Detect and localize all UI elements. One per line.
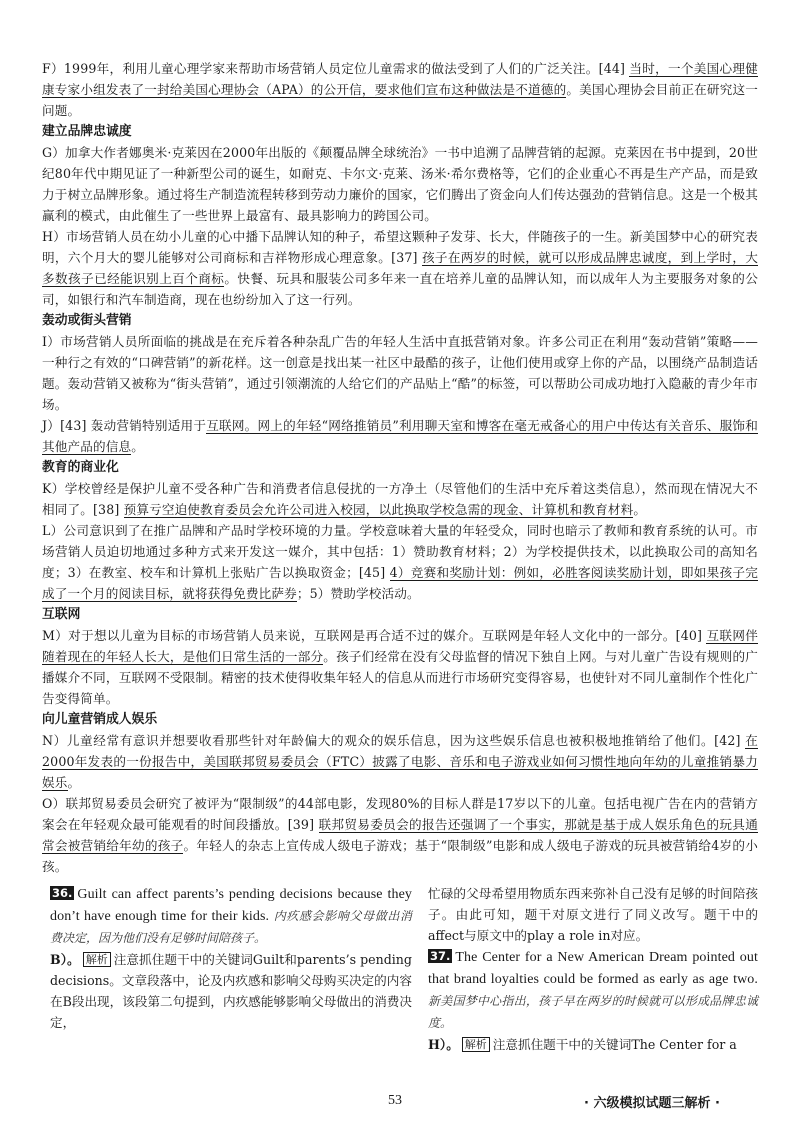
paragraph-f: F）1999年，利用儿童心理学家来帮助市场营销人员定位儿童需求的做法受到了人们的广泛关注。[44] 当时，一个美国心理健康专家小组发表了一封给美国心理协会（APA）的公开信，要求他们宣布这种做法是不道德的。美国心理协会目前正在研究这一问题。: [42, 61, 759, 118]
footer-title: · 六级模拟试题三解析 ·: [584, 1096, 720, 1111]
question-37: [428, 946, 758, 1034]
paragraph-j: J）[43] 轰动营销特别适用于互联网。网上的年轻“网络推销员”利用聊天室和博客在毫无戒备心的用户中传达有关音乐、服饰和其他产品的信息。: [42, 418, 758, 454]
question-number-badge: 37.: [430, 949, 451, 963]
question-number-badge: 36.: [52, 886, 73, 900]
paragraph-n: N）儿童经常有意识并想要收看那些针对年龄偏大的观众的娱乐信息，因为这些娱乐信息也被积极地推销给了他们。[42] 在2000年发表的一份报告中，美国联邦贸易委员会（FTC）披露了电影、音乐和电子游戏业如何习惯性地向年幼的儿童推销暴力娱乐。: [42, 733, 758, 790]
answer-column-right: [428, 883, 758, 1055]
analysis-36-continued: 忙碌的父母希望用物质东西来弥补自己没有足够的时间陪孩子。由此可知，题干对原文进行了同义改写。题干中的affect与原文中的play a role in对应。: [428, 886, 758, 943]
underlined-text: 孩子在两岁的时候，就可以形成品牌忠诚度，到上学时，大多数孩子已经能识别上百个商标: [42, 250, 758, 286]
section-heading: 教育的商业化: [42, 460, 119, 475]
underlined-text: 4）竞赛和奖励计划：例如，必胜客阅读奖励计划，即如果孩子完成了一个月的阅读目标，就将获得免费比萨券: [42, 565, 758, 601]
question-36: [50, 883, 412, 949]
paragraph-l: L）公司意识到了在推广品牌和产品时学校环境的力量。学校意味着大量的年轻受众，同时也暗示了教师和教育系统的认可。市场营销人员迫切地通过多种方式来开发这一媒介，其中包括：1）赞助教育材料；2）为学校提供技术，以此换取公司的高知名度；3）在教室、校车和计算机上张贴广告以换取资金；[45] 4）竞赛和奖励计划：例如，必胜客阅读奖励计划，即如果孩子完成了一个月的阅读目标，就将获得免费比萨券；5）赞助学校活动。: [42, 523, 758, 601]
answer-37: [428, 1034, 758, 1055]
answer-36: [50, 949, 412, 1033]
underlined-text: 在2000年发表的一份报告中，美国联邦贸易委员会（FTC）披露了电影、音乐和电子游戏业如何习惯性地向年幼的儿童推销暴力娱乐: [42, 733, 758, 790]
paragraph-h: H）市场营销人员在幼小儿童的心中播下品牌认知的种子，希望这颗种子发芽、长大，伴随孩子的一生。新美国梦中心的研究表明，六个月大的婴儿能够对公司商标和吉祥物形成心理意象。[37] 孩子在两岁的时候，就可以形成品牌忠诚度，到上学时，大多数孩子已经能识别上百个商标。快餐、玩具和服装公司多年来一直在培养儿童的品牌认知，而以成年人为主要服务对象的公司，如银行和汽车制造商，现在也纷纷加入了这一行列。: [42, 229, 758, 307]
analysis-text: 注意抓住题干中的关键词The Center for a: [492, 1037, 737, 1052]
paragraph-g: G）加拿大作者娜奥米·克莱因在2000年出版的《颠覆品牌全球统治》一书中追溯了品牌营销的起源。克莱因在书中提到，20世纪80年代中期见证了一种新型公司的诞生，如耐克、卡尔文·克莱、汤米·希尔费格等，它们的企业重心不再是生产产品，而是致力于树立品牌形象。通过将生产制造流程转移到劳动力廉价的国家，它们腾出了资金向人们传达强劲的营销信息。这是一个极其赢利的模式，由此催生了一些世界上最富有、最具影响力的跨国公司。: [42, 145, 758, 223]
underlined-text: 预算亏空迫使教育委员会允许公司进入校园，以此换取学校急需的现金、计算机和教育材料: [123, 502, 634, 517]
question-statement: The Center for a New American Dream pointed out that brand loyalties could be formed as early as age two.: [428, 950, 758, 987]
section-heading: 轰动或街头营销: [42, 313, 132, 328]
paragraph-o: O）联邦贸易委员会研究了被评为“限制级”的44部电影，发现80%的目标人群是17岁以下的儿童。包括电视广告在内的营销方案会在年轻观众最可能观看的时间段播放。[39] 联邦贸易委员会的报告还强调了一个事实，那就是基于成人娱乐角色的玩具通常会被营销给年幼的孩子。年轻人的杂志上宣传成人级电子游戏；基于“限制级”电影和成人级电子游戏的玩具被营销给4岁的小孩。: [42, 796, 758, 874]
answer-letter: B）。: [50, 952, 80, 967]
section-heading: 互联网: [42, 607, 81, 622]
underlined-text: 当时，一个美国心理健康专家小组发表了一封给美国心理协会（APA）的公开信，要求他们宣布这种做法是不道德的: [42, 61, 758, 97]
paragraph-k: K）学校曾经是保护儿童不受各种广告和消费者信息侵扰的一方净土（尽管他们的生活中充斥着这类信息），然而现在情况大不相同了。[38] 预算亏空迫使教育委员会允许公司进入校园，以此换取学校急需的现金、计算机和教育材料。: [42, 481, 758, 517]
section-heading: 向儿童营销成人娱乐: [42, 712, 158, 727]
answer-letter: H）。: [428, 1037, 459, 1052]
paragraph-m: M）对于想以儿童为目标的市场营销人员来说，互联网是再合适不过的媒介。互联网是年轻人文化中的一部分。[40] 互联网伴随着现在的年轻人长大，是他们日常生活的一部分。孩子们经常在没有父母监督的情况下独自上网。与对儿童广告设有规则的广播媒介不同，互联网不受限制。精密的技术使得收集年轻人的信息从而进行市场研究变得容易，也使针对不同儿童制作个性化广告变得简单。: [42, 628, 758, 706]
analysis-tag: 解析: [462, 1037, 490, 1052]
analysis-tag: 解析: [83, 952, 111, 967]
analysis-text: 注意抓住题干中的关键词Guilt和parents’s pending decisions。文章段落中，论及内疚感和影响父母购买决定的内容在B段出现，该段第二句提到，内疚感能够影响父母做出的消费决定，: [50, 952, 412, 1030]
underlined-text: 互联网伴随着现在的年轻人长大，是他们日常生活的一部分: [42, 628, 758, 664]
question-statement: Guilt can affect parents’s pending decisions because they don’t have enough time for their kids.: [50, 887, 412, 924]
underlined-text: 联邦贸易委员会的报告还强调了一个事实，那就是基于成人娱乐角色的玩具通常会被营销给年幼的孩子: [42, 817, 758, 853]
underlined-text: 互联网。网上的年轻“网络推销员”利用聊天室和博客在毫无戒备心的用户中传达有关音乐、服饰和其他产品的信息: [42, 418, 758, 454]
passage-translation: [42, 58, 758, 877]
paragraph-i: I）市场营销人员所面临的挑战是在充斥着各种杂乱广告的年轻人生活中直抵营销对象。许多公司正在利用“轰动营销”策略——一种行之有效的“口碑营销”的新花样。这一创意是找出某一社区中最酷的孩子，让他们使用或穿上你的产品，以围绕产品制造话题。轰动营销又被称为“街头营销”，通过引领潮流的人给它们的产品贴上“酷”的标签，可以帮助公司成功地打入隐蔽的青少年市场。: [42, 334, 758, 412]
statement-translation: 新美国梦中心指出，孩子早在两岁的时候就可以形成品牌忠诚度。: [428, 994, 758, 1030]
page-number: 53: [388, 1093, 402, 1108]
statement-translation: 内疚感会影响父母做出消费决定，因为他们没有足够时间陪孩子。: [50, 909, 412, 945]
answer-column-left: [50, 883, 412, 1033]
section-heading: 建立品牌忠诚度: [42, 124, 132, 139]
